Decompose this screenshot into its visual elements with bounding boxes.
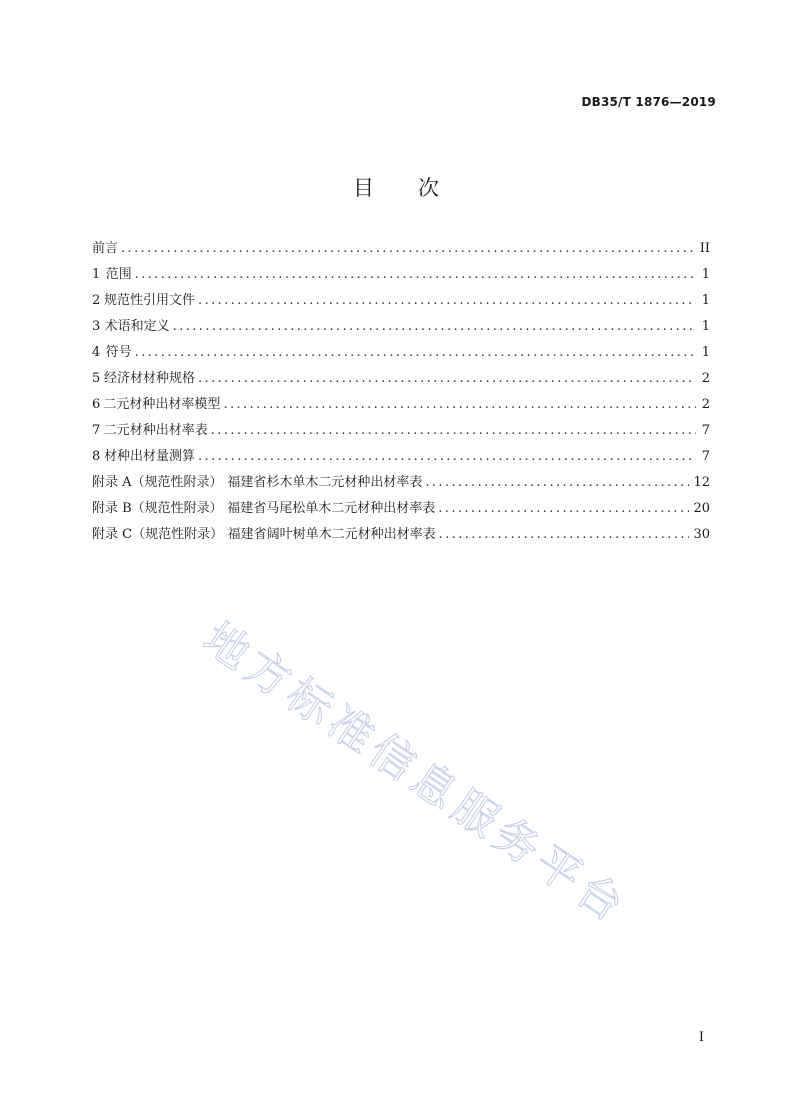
toc-title-part1: 目 <box>353 176 374 200</box>
toc-entry-foreword[interactable] <box>92 236 710 262</box>
toc-entry-page: 7 <box>701 449 710 464</box>
toc-entry-page: II <box>699 241 710 256</box>
toc-entry-label: 前言 <box>92 241 119 256</box>
toc-entry-2[interactable] <box>92 288 710 314</box>
toc-leader-dots <box>198 444 696 470</box>
toc-annex-label: 福建省马尾松单木二元材种出材率表 <box>227 501 436 516</box>
toc-entry-5[interactable] <box>92 366 710 392</box>
toc-entry-page: 1 <box>701 293 710 308</box>
toc-entry-number: 4 <box>92 345 101 360</box>
toc-entry-label: 范围 <box>105 267 132 282</box>
toc-leader-dots <box>223 392 696 418</box>
toc-entry-label: 规范性引用文件 <box>104 293 196 308</box>
toc-title-part2: 次 <box>418 176 439 200</box>
toc-annex-page: 12 <box>693 475 710 490</box>
toc-entry-page: 1 <box>701 319 710 334</box>
toc-entry-page: 1 <box>701 267 710 282</box>
toc-entry-number: 8 <box>92 449 101 464</box>
toc-leader-dots <box>198 366 696 392</box>
toc-entry-8[interactable] <box>92 444 710 470</box>
toc-entry-6[interactable] <box>92 392 710 418</box>
toc-leader-dots <box>173 314 696 340</box>
toc-title <box>0 172 792 202</box>
toc-leader-dots <box>438 496 689 522</box>
table-of-contents <box>92 236 710 548</box>
toc-leader-dots <box>211 418 696 444</box>
toc-annex-b[interactable] <box>92 496 710 522</box>
toc-leader-dots <box>121 236 696 262</box>
toc-leader-dots <box>198 288 696 314</box>
toc-entry-label: 符号 <box>105 345 132 360</box>
toc-entry-3[interactable] <box>92 314 710 340</box>
toc-entry-page: 2 <box>701 397 710 412</box>
toc-annex-a[interactable] <box>92 470 710 496</box>
toc-entry-number: 5 <box>92 371 101 386</box>
toc-leader-dots <box>439 522 690 548</box>
toc-entry-page: 1 <box>701 345 710 360</box>
toc-entry-page: 7 <box>701 423 710 438</box>
toc-entry-number: 1 <box>92 267 101 282</box>
toc-entry-label: 二元材种出材率模型 <box>103 397 221 412</box>
watermark-text: 地方标准信息服务平台 <box>193 612 638 935</box>
toc-entry-label: 经济材材种规格 <box>104 371 196 386</box>
toc-entry-label: 材种出材量测算 <box>104 449 196 464</box>
toc-entry-label: 二元材种出材率表 <box>103 423 208 438</box>
toc-entry-number: 2 <box>92 293 101 308</box>
toc-leader-dots <box>425 470 689 496</box>
toc-entry-label: 术语和定义 <box>104 319 170 334</box>
toc-entry-7[interactable] <box>92 418 710 444</box>
document-code: DB35/T 1876—2019 <box>581 95 716 109</box>
toc-entry-1[interactable] <box>92 262 710 288</box>
toc-annex-label: 福建省杉木单木二元材种出材率表 <box>227 475 423 490</box>
toc-entry-number: 6 <box>92 397 101 412</box>
toc-annex-tag: 附录 B（规范性附录） <box>92 501 223 516</box>
toc-annex-tag: 附录 A（规范性附录） <box>92 475 223 490</box>
toc-entry-number: 3 <box>92 319 101 334</box>
toc-leader-dots <box>135 262 696 288</box>
toc-annex-c[interactable] <box>92 522 710 548</box>
toc-annex-page: 20 <box>693 501 710 516</box>
toc-annex-page: 30 <box>693 527 710 542</box>
toc-annex-label: 福建省阔叶树单木二元材种出材率表 <box>227 527 436 542</box>
toc-annex-tag: 附录 C（规范性附录） <box>92 527 224 542</box>
page-number: I <box>698 1030 704 1045</box>
toc-entry-4[interactable] <box>92 340 710 366</box>
toc-leader-dots <box>135 340 696 366</box>
toc-entry-page: 2 <box>701 371 710 386</box>
toc-entry-number: 7 <box>92 423 101 438</box>
